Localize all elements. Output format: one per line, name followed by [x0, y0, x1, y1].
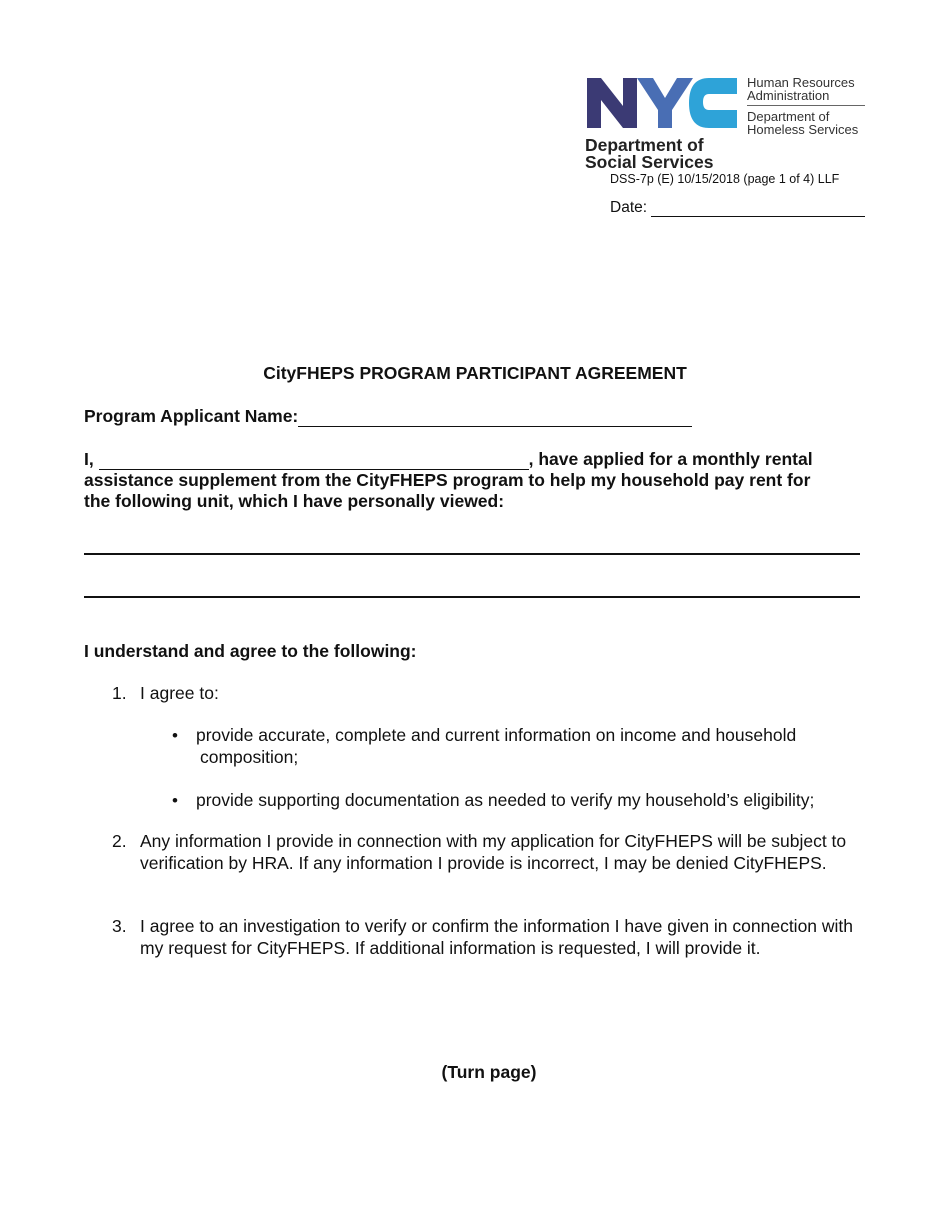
agreement-heading: I understand and agree to the following:	[84, 641, 417, 661]
list-item-number: 1.	[112, 683, 127, 703]
unit-address-line-2[interactable]	[84, 596, 860, 598]
statement-name-input[interactable]	[99, 453, 529, 470]
date-input-line[interactable]	[651, 201, 865, 217]
statement-prefix: I,	[84, 449, 94, 469]
bullet-text-line-2: composition;	[200, 746, 299, 767]
agency-names	[747, 76, 865, 136]
list-item-number: 3.	[112, 916, 127, 936]
bullet-icon: •	[172, 726, 178, 745]
date-label: Date:	[610, 199, 648, 216]
applicant-statement	[84, 449, 874, 512]
turn-page-note: (Turn page)	[441, 1062, 537, 1082]
applicant-name-input[interactable]	[298, 410, 692, 427]
agency-hra: Human Resources Administration	[747, 76, 865, 106]
list-item-text: Any information I provide in connection with my application for CityFHEPS will be subject to verification by HRA. If any information I provide is incorrect, I may be denied CityFHEPS.	[140, 831, 847, 873]
statement-line-1	[84, 449, 874, 470]
statement-line-3: the following unit, which I have personally viewed:	[84, 491, 505, 511]
logo-letter-y	[637, 78, 693, 128]
list-item-number: 2.	[112, 831, 127, 851]
bullet-text: provide supporting documentation as needed to verify my household’s eligibility;	[196, 790, 815, 810]
nyc-logo	[585, 76, 741, 130]
form-number: DSS-7p (E) 10/15/2018 (page 1 of 4) LLF	[610, 172, 840, 186]
page-title: CityFHEPS PROGRAM PARTICIPANT AGREEMENT	[263, 363, 687, 383]
logo-letter-n	[587, 78, 637, 128]
applicant-name-row	[84, 406, 692, 427]
agency-dhs: Department of Homeless Services	[747, 109, 859, 137]
logo-letter-c	[689, 78, 737, 128]
applicant-name-label: Program Applicant Name:	[84, 406, 299, 426]
department-name: Department of Social Services	[585, 135, 714, 172]
statement-suffix: , have applied for a monthly rental	[528, 449, 813, 469]
bullet-icon: •	[172, 791, 178, 810]
bullet-text-line-1: provide accurate, complete and current information on income and household	[196, 725, 797, 745]
list-item-text: I agree to:	[140, 683, 219, 703]
unit-address-line-1[interactable]	[84, 553, 860, 555]
date-field	[610, 199, 865, 217]
list-item-text: I agree to an investigation to verify or confirm the information I have given in connection with my request for CityFHEPS. If additional information is requested, I will provide it.	[140, 916, 854, 958]
statement-line-2: assistance supplement from the CityFHEPS program to help my household pay rent for	[84, 470, 811, 490]
